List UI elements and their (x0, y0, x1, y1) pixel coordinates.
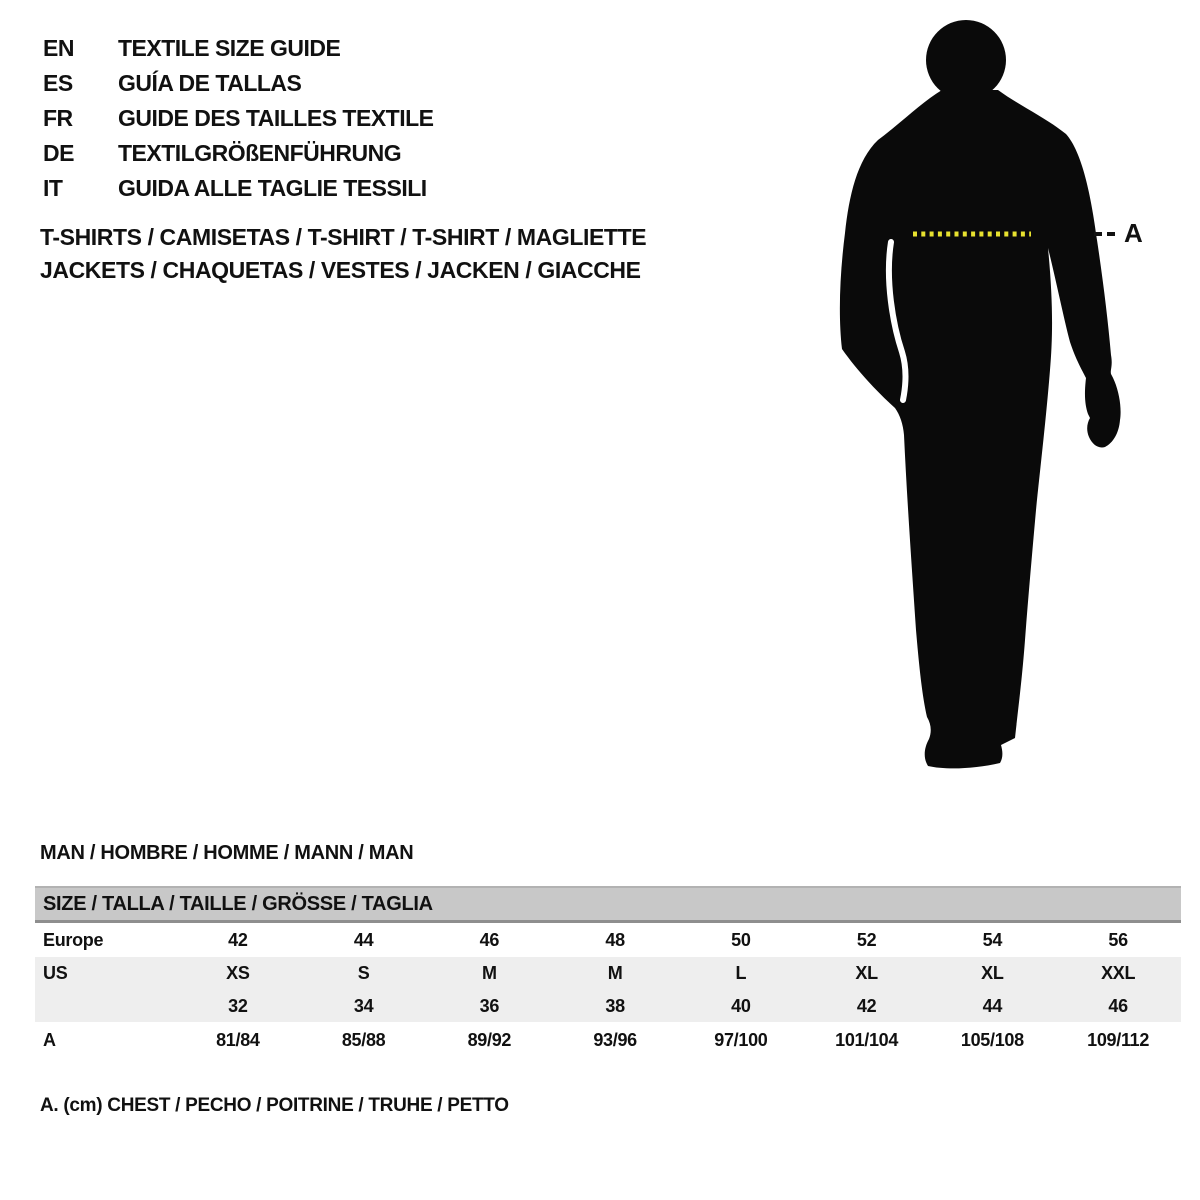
size-value-cell: 40 (731, 995, 751, 1016)
size-value-cell: 38 (605, 995, 625, 1016)
size-value-cell: 97/100 (714, 1029, 768, 1050)
size-value-cell: 56 (1108, 929, 1128, 950)
size-value-cell: M (482, 963, 497, 983)
size-value-cell: L (735, 963, 747, 983)
language-title: GUÍA DE TALLAS (118, 70, 302, 96)
category-tshirts: T-SHIRTS / CAMISETAS / T-SHIRT / T-SHIRT / MAGLIETTE (40, 224, 647, 250)
size-value-cell: 48 (605, 929, 625, 950)
size-value-cell: 54 (982, 929, 1003, 950)
section-title-man: MAN / HOMBRE / HOMME / MANN / MAN (40, 842, 414, 864)
language-title: GUIDA ALLE TAGLIE TESSILI (118, 175, 427, 201)
size-value-cell: 109/112 (1087, 1029, 1150, 1050)
size-value-cell: 36 (479, 995, 500, 1016)
size-table-header: SIZE / TALLA / TAILLE / GRÖSSE / TAGLIA (35, 886, 1181, 923)
language-title: GUIDE DES TAILLES TEXTILE (118, 105, 434, 131)
size-value-cell: XL (855, 963, 878, 983)
size-value-cell: 89/92 (467, 1029, 512, 1050)
table-row (35, 923, 1181, 957)
size-table-body (35, 923, 1181, 1058)
size-value-cell: 34 (353, 995, 374, 1016)
size-value-cell: 32 (228, 995, 248, 1016)
size-value-cell: 81/84 (216, 1029, 260, 1050)
size-value-cell: 46 (479, 929, 500, 950)
table-row (35, 1022, 1181, 1058)
size-value-cell: 101/104 (835, 1029, 899, 1050)
size-value-cell: 46 (1108, 995, 1128, 1016)
category-jackets: JACKETS / CHAQUETAS / VESTES / JACKEN / GIACCHE (40, 257, 641, 283)
measurement-footnote: A. (cm) CHEST / PECHO / POITRINE / TRUHE / PETTO (40, 1095, 509, 1116)
language-code: FR (43, 105, 73, 131)
row-label: A (43, 1029, 56, 1050)
size-value-cell: 42 (856, 995, 877, 1016)
chest-measure-label: A (1124, 218, 1143, 248)
size-value-cell: 85/88 (341, 1029, 386, 1050)
size-table (35, 886, 1181, 1058)
language-title: TEXTILE SIZE GUIDE (118, 35, 341, 61)
language-code: EN (43, 35, 74, 61)
language-code: IT (43, 175, 63, 201)
size-value-cell: XL (981, 963, 1004, 983)
size-value-cell: 93/96 (593, 1029, 637, 1050)
size-value-cell: 52 (856, 929, 877, 950)
size-value-cell: S (357, 963, 370, 983)
size-value-cell: M (607, 963, 623, 983)
body-silhouette (840, 90, 1121, 768)
size-value-cell: 44 (353, 929, 374, 950)
size-value-cell: 44 (982, 995, 1003, 1016)
head-silhouette (926, 20, 1006, 100)
size-value-cell: 50 (731, 929, 751, 950)
language-code: ES (43, 70, 73, 96)
table-row (35, 990, 1181, 1022)
size-value-cell: XS (226, 963, 250, 983)
size-value-cell: XXL (1101, 963, 1136, 983)
size-value-cell: 105/108 (960, 1029, 1024, 1050)
language-title: TEXTILGRÖßENFÜHRUNG (118, 140, 402, 166)
row-label: Europe (43, 929, 104, 950)
table-row (35, 957, 1181, 990)
language-code: DE (43, 140, 74, 166)
row-label: US (43, 963, 68, 983)
size-value-cell: 42 (228, 929, 248, 950)
